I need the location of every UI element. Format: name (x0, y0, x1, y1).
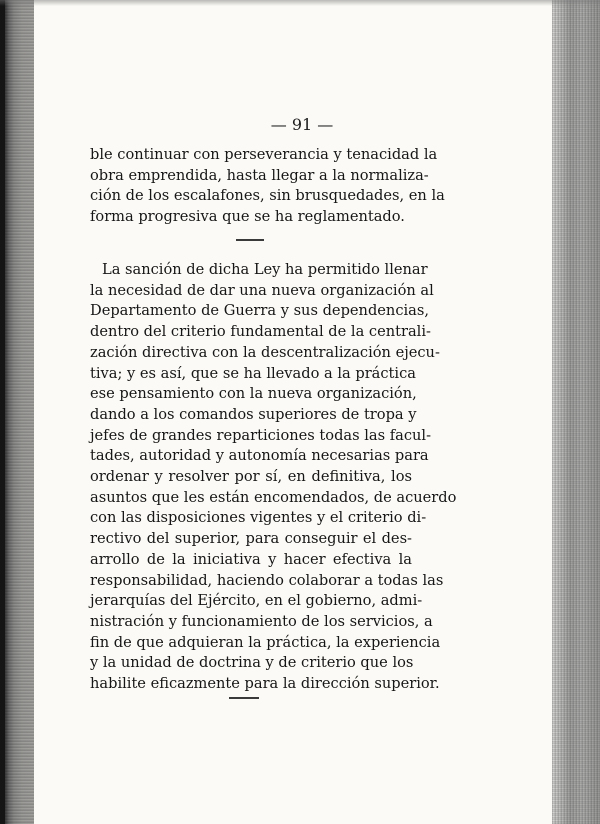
page-number: — 91 — (270, 115, 334, 134)
text-line: fin de que adquieran la práctica, la experiencia (90, 633, 441, 651)
paragraph-continuation (90, 145, 445, 228)
text-line: dentro del criterio fundamental de la centrali- (90, 323, 431, 341)
text-line: forma progresiva que se ha reglamentado. (90, 208, 405, 226)
text-line: La sanción de dicha Ley ha permitido llenar (102, 261, 428, 278)
text-line: tades, autoridad y autonomía necesarias para (90, 447, 429, 465)
text-line: dando a los comandos superiores de tropa y (90, 405, 417, 423)
text-line: jerarquías del Ejército, en el gobierno, admi- (90, 592, 423, 610)
text-line: rectivo del superior, para conseguir el des- (90, 530, 412, 548)
text-line: asuntos que les están encomendados, de acuerdo (90, 488, 457, 506)
text-line: nistración y funcionamiento de los servicios, a (90, 612, 433, 630)
text-line: arrollo de la iniciativa y hacer efectiva la (90, 550, 412, 568)
text-line: y la unidad de doctrina y de criterio que los (90, 654, 414, 672)
text-line: responsabilidad, haciendo colaborar a todas las (90, 571, 444, 589)
text-line: Departamento de Guerra y sus dependencias, (90, 302, 429, 320)
text-line: con las disposiciones vigentes y el criterio di- (90, 509, 427, 527)
text-line: ble continuar con perseverancia y tenacidad la (90, 146, 438, 163)
text-line: ordenar y resolver por sí, en definitiva, los (90, 468, 412, 486)
text-line: jefes de grandes reparticiones todas las facul- (90, 426, 432, 444)
paragraph-main (90, 260, 457, 695)
text-line: zación directiva con la descentralización ejecu- (90, 343, 440, 361)
text-line: ción de los escalafones, sin brusquedades, en la (90, 187, 445, 205)
top-shadow (0, 0, 600, 6)
text-line: tiva; y es así, que se ha llevado a la práctica (90, 364, 416, 382)
section-divider (236, 239, 264, 241)
text-line: la necesidad de dar una nueva organización al (90, 281, 434, 299)
section-divider (229, 697, 259, 699)
text-line: ese pensamiento con la nueva organización, (90, 385, 417, 403)
text-line: habilite eficazmente para la dirección superior. (90, 675, 440, 693)
text-line: obra emprendida, hasta llegar a la normaliza- (90, 166, 429, 184)
